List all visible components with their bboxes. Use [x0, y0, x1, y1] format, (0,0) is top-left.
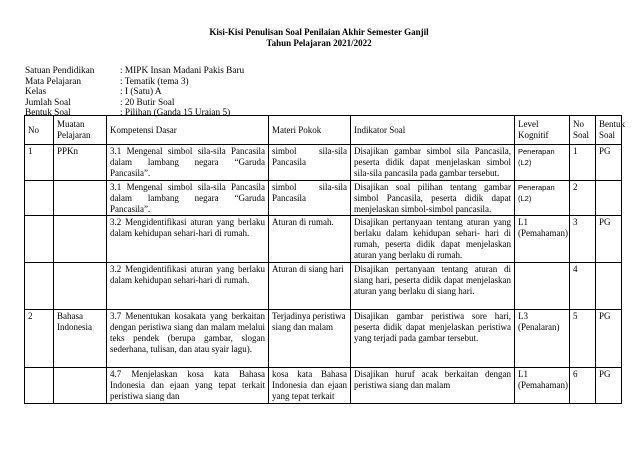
- title-line-1: Kisi-Kisi Penulisan Soal Penilaian Akhir Semester Ganjil: [209, 27, 429, 37]
- cell-kd: 3.1 Mengenal simbol sila-sila Pancasila dalam lambang negara “Garuda Pancasila”.: [107, 180, 269, 216]
- meta-value: : Tematik (tema 3): [120, 76, 189, 87]
- table-row: [25, 310, 622, 368]
- cell-level: L1 (Pemahaman): [515, 216, 570, 263]
- table-row: [25, 368, 622, 404]
- cell-materi: simbol sila-sila Pancasila: [269, 145, 351, 181]
- cell-no-soal: 5: [570, 310, 596, 368]
- meta-label: Bentuk Soal: [25, 108, 71, 119]
- cell-muatan: Bahasa Indonesia: [54, 310, 107, 368]
- cell-no: [25, 180, 54, 216]
- cell-muatan: [54, 180, 107, 216]
- cell-bentuk: PG: [596, 145, 622, 181]
- cell-bentuk: [596, 180, 622, 216]
- cell-muatan: [54, 216, 107, 263]
- table-row: [25, 145, 622, 181]
- identity-block: [25, 66, 244, 119]
- cell-level: Penerapan (L2): [515, 145, 570, 181]
- cell-kd: 3.2 Mengidentifikasi aturan yang berlaku dalam kehidupan sehari-hari di rumah.: [107, 263, 269, 310]
- meta-label: Jumlah Soal: [25, 97, 71, 108]
- meta-row: [25, 98, 244, 109]
- cell-kd: 3.1 Mengenal simbol sila-sila Pancasila dalam lambang negara “Garuda Pancasila”.: [107, 145, 269, 181]
- header-bentuk: Bentuk Soal: [596, 116, 622, 145]
- cell-indikator: Disajikan pertanyaan tentang aturan di siang hari, peserta didik dapat menjelaskan aturan yang berlaku di siang hari.: [351, 263, 515, 310]
- cell-no: [25, 368, 54, 404]
- cell-bentuk: [596, 263, 622, 310]
- cell-level: L1 (Pemahaman): [515, 368, 570, 404]
- meta-value: : MIPK Insan Madani Pakis Baru: [120, 66, 245, 76]
- table-row: [25, 216, 622, 263]
- header-level: Level Kognitif: [515, 116, 570, 145]
- cell-bentuk: PG: [596, 310, 622, 368]
- cell-indikator: Disajikan soal pilihan tentang gambar simbol Pancasila, peserta didik dapat menjelaskan simbol-simbol pancasila.: [351, 180, 515, 216]
- header-indikator: Indikator Soal: [351, 116, 515, 145]
- meta-row: [25, 77, 244, 88]
- cell-muatan: [54, 263, 107, 310]
- header-materi: Materi Pokok: [269, 116, 351, 145]
- cell-materi: Aturan di siang hari: [269, 263, 351, 310]
- meta-value: : 20 Butir Soal: [120, 97, 175, 108]
- cell-level: Penerapan (L2): [515, 180, 570, 216]
- cell-bentuk: PG: [596, 216, 622, 263]
- table-row: [25, 263, 622, 310]
- meta-label: Mata Pelajaran: [25, 76, 82, 87]
- cell-materi: Aturan di rumah.: [269, 216, 351, 263]
- cell-level: [515, 263, 570, 310]
- cell-muatan: PPKn: [54, 145, 107, 181]
- cell-no-soal: 3: [570, 216, 596, 263]
- cell-level: L3 (Penalaran): [515, 310, 570, 368]
- cell-no-soal: 1: [570, 145, 596, 181]
- header-no-soal: No Soal: [570, 116, 596, 145]
- header-no: No: [25, 116, 54, 145]
- meta-label: Kelas: [25, 87, 47, 98]
- cell-no: [25, 216, 54, 263]
- cell-bentuk: PG: [596, 368, 622, 404]
- meta-value: : Pilihan (Ganda 15 Uraian 5): [120, 108, 231, 119]
- cell-no-soal: 6: [570, 368, 596, 404]
- cell-materi: simbol sila-sila Pancasila: [269, 180, 351, 216]
- cell-no-soal: 2: [570, 180, 596, 216]
- cell-materi: kosa kata Bahasa Indonesia dan ejaan yang tepat terkait: [269, 368, 351, 404]
- meta-row: [25, 87, 244, 98]
- cell-kd: 4.7 Menjelaskan kosa kata Bahasa Indonesia dan ejaan yang tepat terkait peristiwa siang dan: [107, 368, 269, 404]
- document-title: [0, 27, 638, 49]
- cell-no: 1: [25, 145, 54, 181]
- kisi-kisi-table: [24, 115, 625, 404]
- header-kd: Kompetensi Dasar: [107, 116, 269, 145]
- meta-value: : I (Satu) A: [120, 87, 162, 98]
- cell-indikator: Disajikan huruf acak berkaitan dengan peristiwa siang dan malam: [351, 368, 515, 404]
- header-muatan: Muatan Pelajaran: [54, 116, 107, 145]
- cell-no: 2: [25, 310, 54, 368]
- title-line-2: Tahun Pelajaran 2021/2022: [266, 38, 372, 48]
- cell-kd: 3.2 Mengidentifikasi aturan yang berlaku dalam kehidupan sehari-hari di rumah.: [107, 216, 269, 263]
- cell-materi: Terjadinya peristiwa siang dan malam: [269, 310, 351, 368]
- cell-indikator: Disajikan gambar simbol sila Pancasila, peserta didik dapat menjelaskan simbol sila-sila pancasila pada gambar tersebut.: [351, 145, 515, 181]
- meta-label: Satuan Pendidikan: [25, 66, 95, 76]
- meta-row: [25, 66, 244, 77]
- cell-indikator: Disajikan pertanyaan tentang aturan yang berlaku dalam kehidupan sehari- hari di rumah, peserta didik dapat menjelaskan aturan yang berlaku di rumah.: [351, 216, 515, 263]
- cell-indikator: Disajikan gambar peristiwa sore hari, peserta didik dapat menjelaskan peristiwa yang terjadi pada gambar tersebut.: [351, 310, 515, 368]
- table-row: [25, 180, 622, 216]
- cell-no-soal: 4: [570, 263, 596, 310]
- cell-muatan: [54, 368, 107, 404]
- cell-no: [25, 263, 54, 310]
- table-header-row: [25, 116, 622, 145]
- cell-kd: 3.7 Menentukan kosakata yang berkaitan dengan peristiwa siang dan malam melalui teks pendek (berupa gambar, slogan sederhana, tulisan, dan atau syair lagu).: [107, 310, 269, 368]
